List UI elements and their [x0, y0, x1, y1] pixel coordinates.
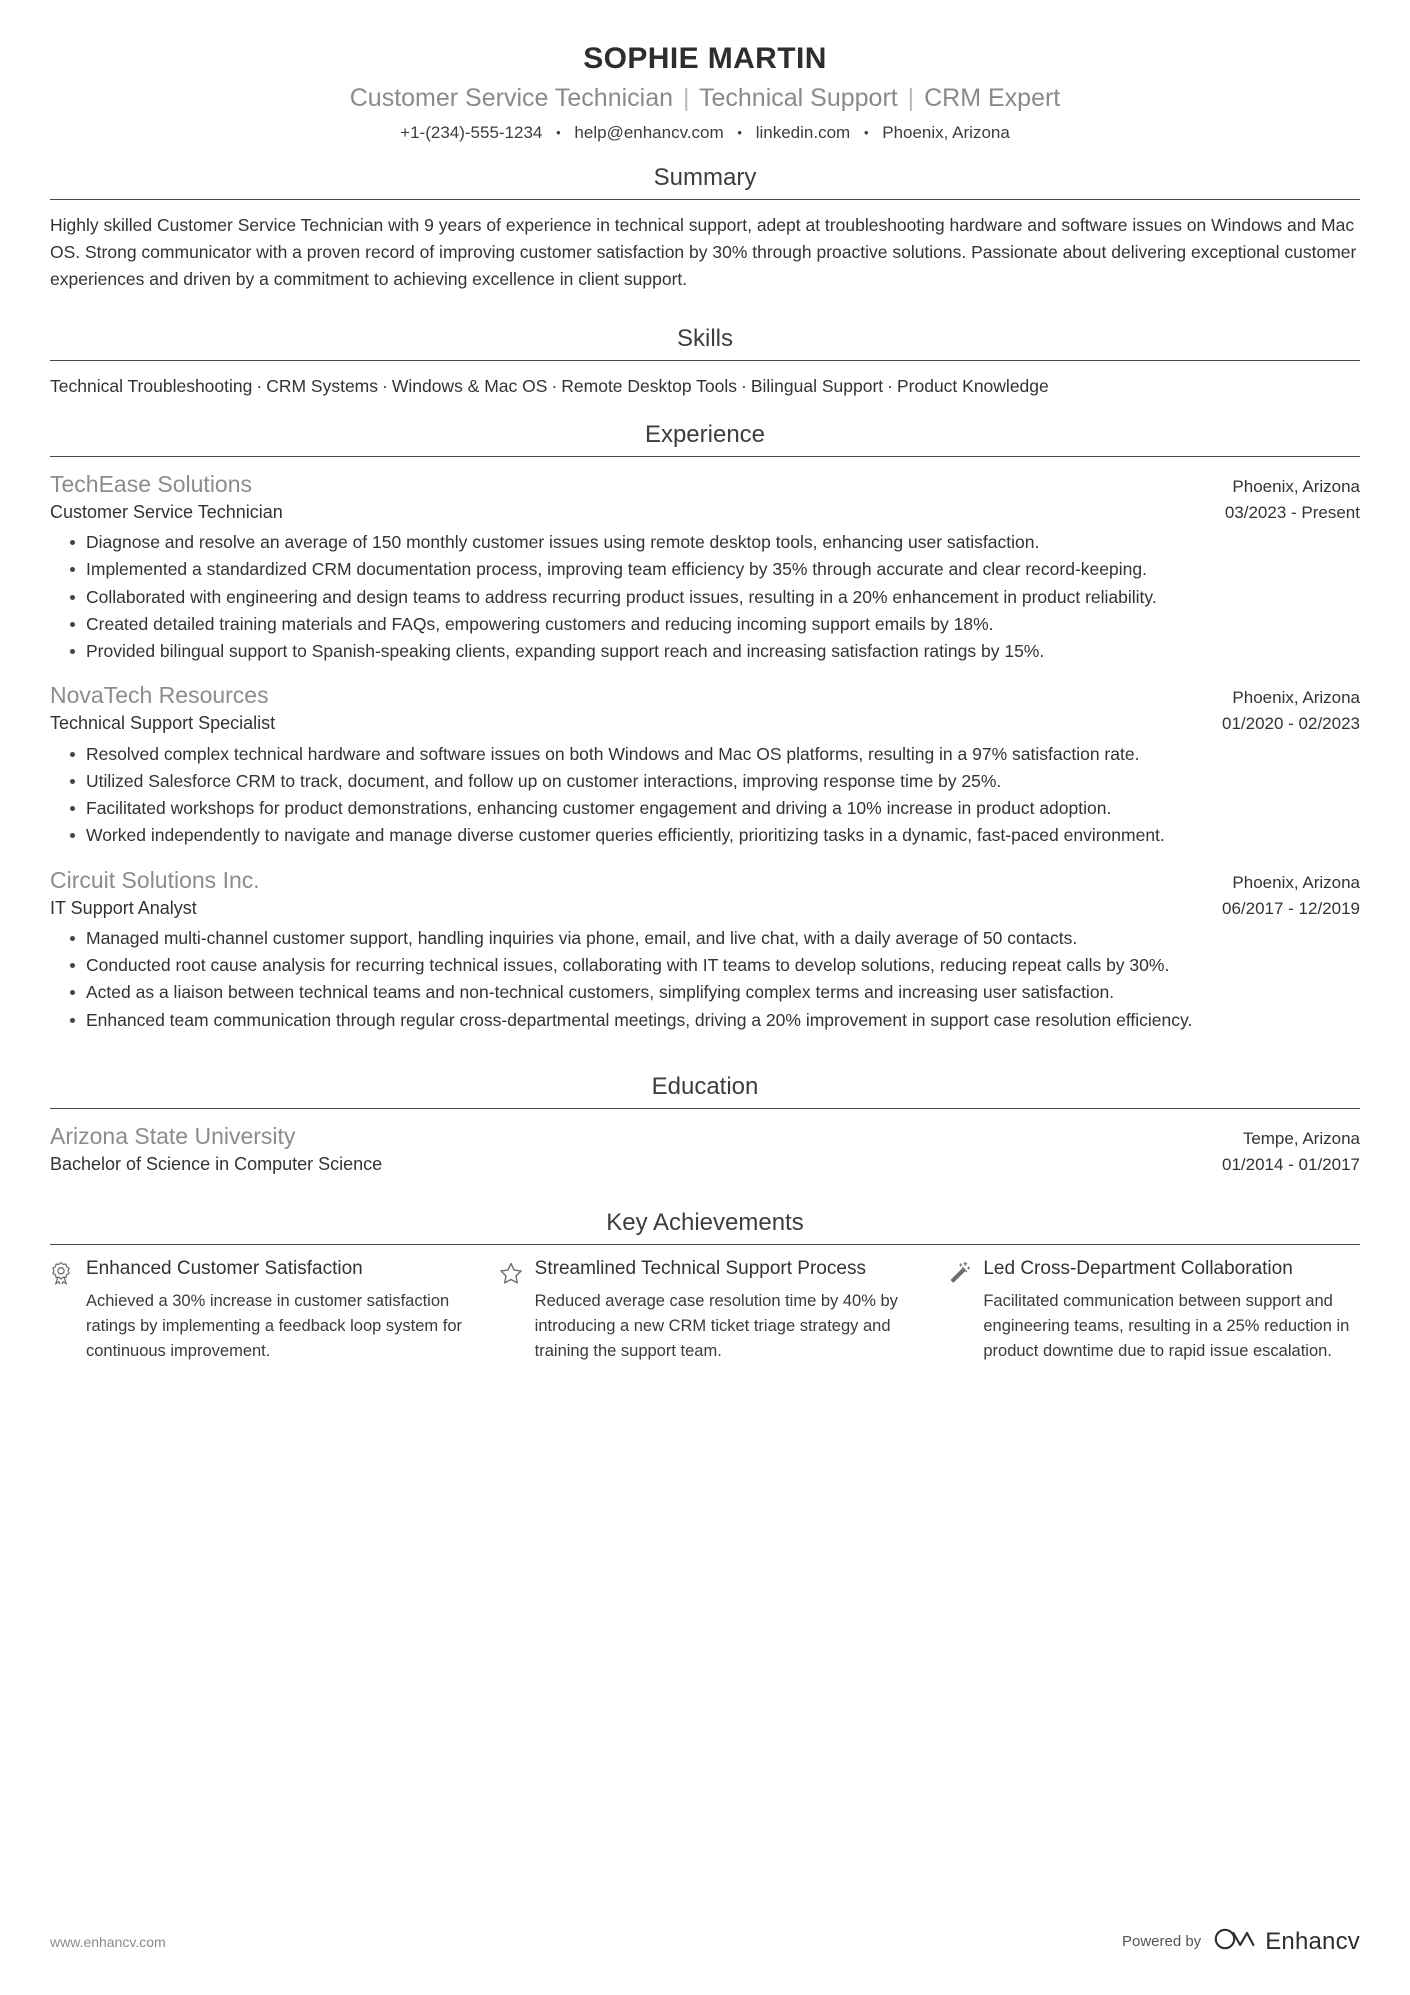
skill-separator: ·	[382, 375, 388, 396]
bullet-item: Worked independently to navigate and manage diverse customer queries efficiently, prioritizing tasks in a dynamic, fast-paced environment.	[74, 822, 1360, 848]
key-achievement-description: Reduced average case resolution time by 40% by introducing a new CRM ticket triage strategy and training the support team.	[534, 1292, 898, 1360]
experience-role: IT Support Analyst	[50, 897, 197, 918]
resume-header	[50, 42, 1360, 144]
key-achievement-description: Facilitated communication between support and engineering teams, resulting in a 25% reduction in product downtime due to rapid issue escalation.	[983, 1292, 1350, 1360]
section-rule	[50, 456, 1360, 457]
key-achievement-title: Enhanced Customer Satisfaction	[86, 1257, 363, 1279]
education-degree: Bachelor of Science in Computer Science	[50, 1153, 383, 1174]
experience-bullets	[50, 925, 1360, 1033]
skill-separator: ·	[887, 375, 893, 396]
experience-role-row	[50, 500, 1360, 525]
key-achievement-body	[86, 1257, 463, 1364]
education-school: Arizona State University	[50, 1122, 296, 1149]
experience-role-row	[50, 896, 1360, 921]
section-rule	[50, 1244, 1360, 1245]
spacer	[50, 672, 1360, 680]
section-education	[50, 1073, 1360, 1177]
experience-entry	[50, 680, 1360, 848]
footer-url[interactable]: www.enhancv.com	[50, 1933, 166, 1950]
key-achievement-body	[535, 1257, 912, 1364]
section-rule	[50, 199, 1360, 200]
magic-wand-icon	[947, 1257, 973, 1285]
headline-part-0: Customer Service Technician	[349, 83, 674, 112]
skill-separator: ·	[256, 375, 263, 396]
experience-location: Phoenix, Arizona	[1232, 688, 1360, 708]
contact-linkedin[interactable]: linkedin.com	[755, 122, 851, 142]
enhancv-logo-icon	[1213, 1926, 1257, 1957]
bullet-item: Facilitated workshops for product demonstrations, enhancing customer engagement and driving a 10% increase in product adoption.	[74, 795, 1360, 821]
section-key-achievements	[50, 1209, 1360, 1364]
bullet-item: Acted as a liaison between technical teams and non-technical customers, simplifying complex terms and increasing user satisfaction.	[74, 979, 1360, 1005]
bullet-item: Implemented a standardized CRM documentation process, improving team efficiency by 35% through accurate and clear record-keeping.	[74, 556, 1360, 582]
section-title-skills: Skills	[676, 325, 733, 353]
key-achievement-item	[50, 1257, 499, 1364]
experience-company: NovaTech Resources	[50, 682, 269, 709]
education-school-row	[50, 1121, 1360, 1152]
skill-item: Technical Troubleshooting	[50, 375, 253, 396]
section-skills	[50, 325, 1360, 399]
spacer	[50, 293, 1360, 319]
experience-company-row	[50, 469, 1360, 500]
skill-item: Remote Desktop Tools	[561, 375, 738, 396]
education-location: Tempe, Arizona	[1242, 1128, 1360, 1148]
experience-role: Technical Support Specialist	[50, 713, 276, 734]
spacer	[50, 1177, 1360, 1203]
skills-list	[50, 373, 1360, 399]
key-achievement-title: Streamlined Technical Support Process	[534, 1257, 866, 1279]
bullet-item: Resolved complex technical hardware and software issues on both Windows and Mac OS platforms, resulting in a 97% satisfaction rate.	[74, 741, 1360, 767]
spacer	[50, 857, 1360, 865]
enhancv-brand	[1213, 1926, 1360, 1957]
star-outline-icon	[499, 1257, 525, 1285]
headline-part-2: CRM Expert	[924, 83, 1061, 112]
experience-company: Circuit Solutions Inc.	[50, 866, 260, 893]
key-achievement-item	[947, 1257, 1360, 1364]
key-achievement-description: Achieved a 30% increase in customer satisfaction ratings by implementing a feedback loop system for continuous improvement.	[86, 1292, 463, 1360]
section-rule	[50, 1108, 1360, 1109]
bullet-item: Enhanced team communication through regular cross-departmental meetings, driving a 20% improvement in support case resolution efficiency.	[74, 1007, 1360, 1033]
bullet-item: Provided bilingual support to Spanish-speaking clients, expanding support reach and increasing satisfaction ratings by 15%.	[74, 638, 1360, 664]
bullet-item: Utilized Salesforce CRM to track, document, and follow up on customer interactions, improving response time by 25%.	[74, 768, 1360, 794]
key-achievement-item	[499, 1257, 948, 1364]
section-title-summary: Summary	[653, 163, 757, 191]
section-summary	[50, 164, 1360, 293]
education-degree-row	[50, 1152, 1360, 1177]
skill-item: Bilingual Support	[750, 375, 884, 396]
education-entry	[50, 1121, 1360, 1177]
section-title-education: Education	[651, 1072, 759, 1100]
section-title-experience: Experience	[644, 421, 766, 449]
section-experience	[50, 421, 1360, 1033]
spacer	[50, 399, 1360, 415]
experience-entry	[50, 469, 1360, 664]
skill-separator: ·	[741, 375, 747, 396]
summary-text: Highly skilled Customer Service Technician with 9 years of experience in technical support, adept at troubleshooting hardware and software issues on Windows and Mac OS. Strong communicator with a proven record of improving customer satisfaction by 30% through proactive solutions. Passionate about delivering exceptional customer experiences and driven by a commitment to achieving excellence in client support.	[50, 214, 1357, 289]
candidate-headline	[50, 83, 1360, 114]
powered-by-label: Powered by	[1121, 1933, 1202, 1950]
experience-dates: 01/2020 - 02/2023	[1221, 714, 1360, 734]
experience-company-row	[50, 865, 1360, 896]
experience-role-row	[50, 711, 1360, 736]
contact-separator: •	[737, 124, 742, 140]
spacer	[50, 1041, 1360, 1067]
skill-item: Windows & Mac OS	[391, 375, 548, 396]
contact-separator: •	[556, 124, 561, 140]
contact-phone: +1-(234)-555-1234	[400, 122, 543, 142]
contact-email[interactable]: help@enhancv.com	[574, 122, 724, 142]
experience-dates: 03/2023 - Present	[1224, 502, 1360, 522]
contact-line	[50, 122, 1360, 144]
candidate-name: SOPHIE MARTIN	[583, 42, 827, 75]
experience-bullets	[50, 741, 1360, 849]
footer-branding	[1122, 1926, 1360, 1957]
contact-separator: •	[863, 124, 869, 140]
experience-location: Phoenix, Arizona	[1232, 476, 1360, 496]
page-footer	[50, 1926, 1360, 1957]
headline-divider-1: |	[907, 83, 915, 112]
skill-item: Product Knowledge	[896, 375, 1049, 396]
experience-role: Customer Service Technician	[50, 501, 283, 522]
bullet-item: Managed multi-channel customer support, handling inquiries via phone, email, and live chat, with a daily average of 50 contacts.	[74, 925, 1360, 951]
bullet-item: Collaborated with engineering and design teams to address recurring product issues, resulting in a 20% enhancement in product reliability.	[74, 584, 1360, 610]
contact-location: Phoenix, Arizona	[882, 122, 1010, 142]
enhancv-brand-name: Enhancv	[1265, 1927, 1360, 1955]
skill-item: CRM Systems	[266, 375, 378, 396]
experience-location: Phoenix, Arizona	[1232, 872, 1360, 892]
experience-company: TechEase Solutions	[50, 470, 253, 497]
education-dates: 01/2014 - 01/2017	[1221, 1154, 1360, 1174]
experience-dates: 06/2017 - 12/2019	[1221, 898, 1360, 918]
key-achievements-grid	[50, 1257, 1360, 1364]
bullet-item: Diagnose and resolve an average of 150 monthly customer issues using remote desktop tools, enhancing user satisfaction.	[74, 529, 1360, 555]
key-achievement-title: Led Cross-Department Collaboration	[983, 1257, 1293, 1279]
bullet-item: Conducted root cause analysis for recurring technical issues, collaborating with IT teams to develop solutions, reducing repeat calls by 30%.	[74, 952, 1360, 978]
headline-divider-0: |	[682, 83, 690, 112]
award-ribbon-icon	[50, 1257, 76, 1285]
experience-entry	[50, 865, 1360, 1033]
skill-separator: ·	[551, 375, 558, 396]
key-achievement-body	[983, 1257, 1360, 1364]
section-title-key-achievements: Key Achievements	[606, 1208, 804, 1236]
experience-company-row	[50, 680, 1360, 711]
experience-bullets	[50, 529, 1360, 664]
headline-part-1: Technical Support	[698, 83, 898, 112]
section-rule	[50, 360, 1360, 361]
bullet-item: Created detailed training materials and FAQs, empowering customers and reducing incoming support emails by 18%.	[74, 611, 1360, 637]
